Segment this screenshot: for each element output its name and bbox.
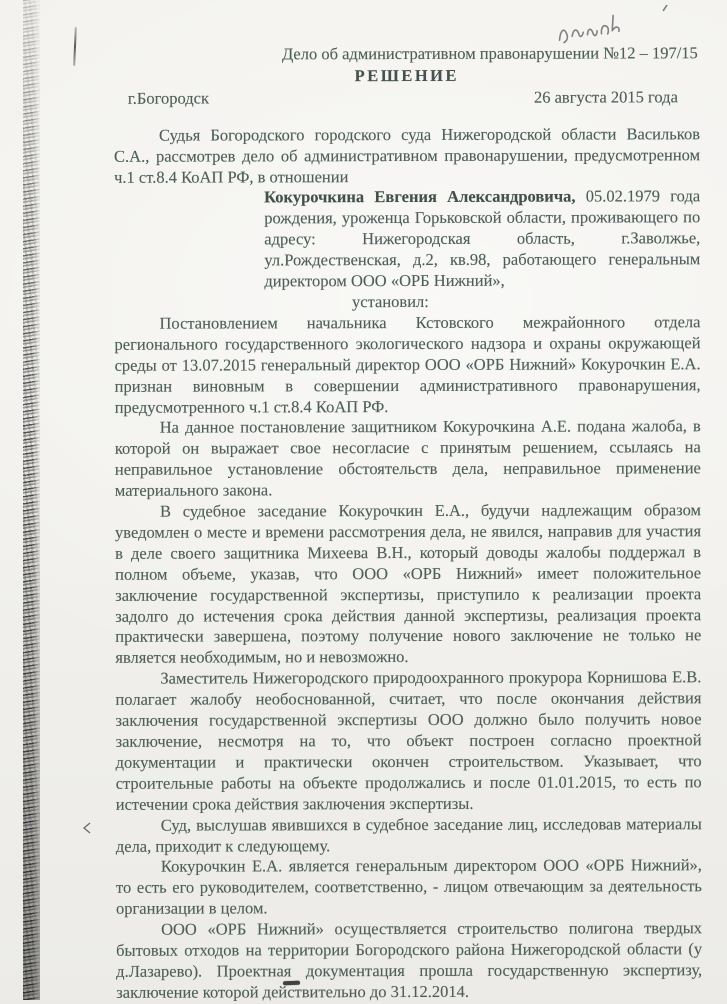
- body-paragraph-5: Суд, выслушав явившихся в судебное заседание лиц, исследовав материалы дела, приходит к следующему.: [115, 813, 702, 856]
- city-date-row: [114, 87, 700, 109]
- defendant-details: 05.02.1979 года рождения, уроженца Горьковской области, проживающего по адресу: Нижегородская область, г.Заволжье, ул.Рождественская, д.2, кв.98, работающего генеральным директором ООО «ОРБ Нижний»,: [264, 186, 701, 291]
- intro-paragraph: Судья Богородского городского суда Нижегородской области Васильков С.А., рассмотрев дело об административном правонарушении, предусмотренном ч.1 ст.8.4 КоАП РФ, в отношении: [114, 123, 701, 187]
- date-label: 26 августа 2015 года: [533, 87, 678, 107]
- body-paragraph-2: На данное постановление защитником Кокурочкина А.Е. подана жалоба, в которой он выражает свое несогласие с принятым решением, ссылаясь на неправильное установление обстоятельств дела, неправильное применение материального закона.: [114, 416, 701, 500]
- scan-binding-edge: [23, 0, 40, 1000]
- ustanovil-line: установил:: [351, 291, 429, 312]
- body-paragraph-6: Кокурочкин Е.А. является генеральным директором ООО «ОРБ Нижний», то есть его руководителем, соответственно, - лицом отвечающим за деятельность организации в целом.: [115, 855, 702, 919]
- pen-stroke-mark: [73, 27, 77, 66]
- case-number-line: Дело об административном правонарушении №12 – 197/15: [281, 43, 698, 64]
- city-label: г.Богородск: [127, 88, 210, 108]
- document-title: РЕШЕНИЕ: [354, 65, 460, 86]
- handwritten-annotation-icon: [552, 5, 682, 45]
- defendant-name: Кокурочкина Евгения Александровича,: [264, 186, 576, 207]
- body-paragraph-4: Заместитель Нижегородского природоохранного прокурора Корнишова Е.В. полагает жалобу необоснованной, считает, что после окончания действия заключения государственной экспертизы ООО должно было получить новое заключение, несмотря на то, что объект построен согласно проектной документации и практически окончен строительством. Указывает, что строительные работы на объекте продолжались и после 01.01.2015, то есть по истечении срока действия заключения экспертизы.: [115, 667, 702, 814]
- body-paragraph-1: Постановлением начальника Кстовского межрайонного отдела регионального государственного экологического надзора и охраны окружающей среды от 13.07.2015 генеральный директор ООО «ОРБ Нижний» Кокурочкин Е.А. признан виновным в совершении административного правонарушения, предусмотренного ч.1 ст.8.4 КоАП РФ.: [114, 312, 701, 417]
- document-body: [114, 43, 703, 1003]
- body-paragraph-7: ООО «ОРБ Нижний» осуществляется строительство полигона твердых бытовых отходов на территории Богородского района Нижегородской области (у д.Лазарево). Проектная документация прошла государственную экспертизу, заключение которой действительно до 31.12.2014.: [116, 918, 703, 1002]
- defendant-block: [264, 187, 700, 293]
- chevron-scan-mark: [82, 822, 92, 834]
- body-paragraph-3: В судебное заседание Кокурочкин Е.А., будучи надлежащим образом уведомлен о месте и времени рассмотрения дела, не явился, направив для участия в деле своего защитника Михеева В.Н., который доводы жалобы поддержал в полном объеме, указав, что ООО «ОРБ Нижний» имеет положительное заключение государственной экспертизы, приступило к реализации проекта задолго до истечения срока действия данной экспертизы, реализация проекта практически завершена, поэтому получение нового заключение не только не является необходимым, но и невозможно.: [114, 500, 702, 668]
